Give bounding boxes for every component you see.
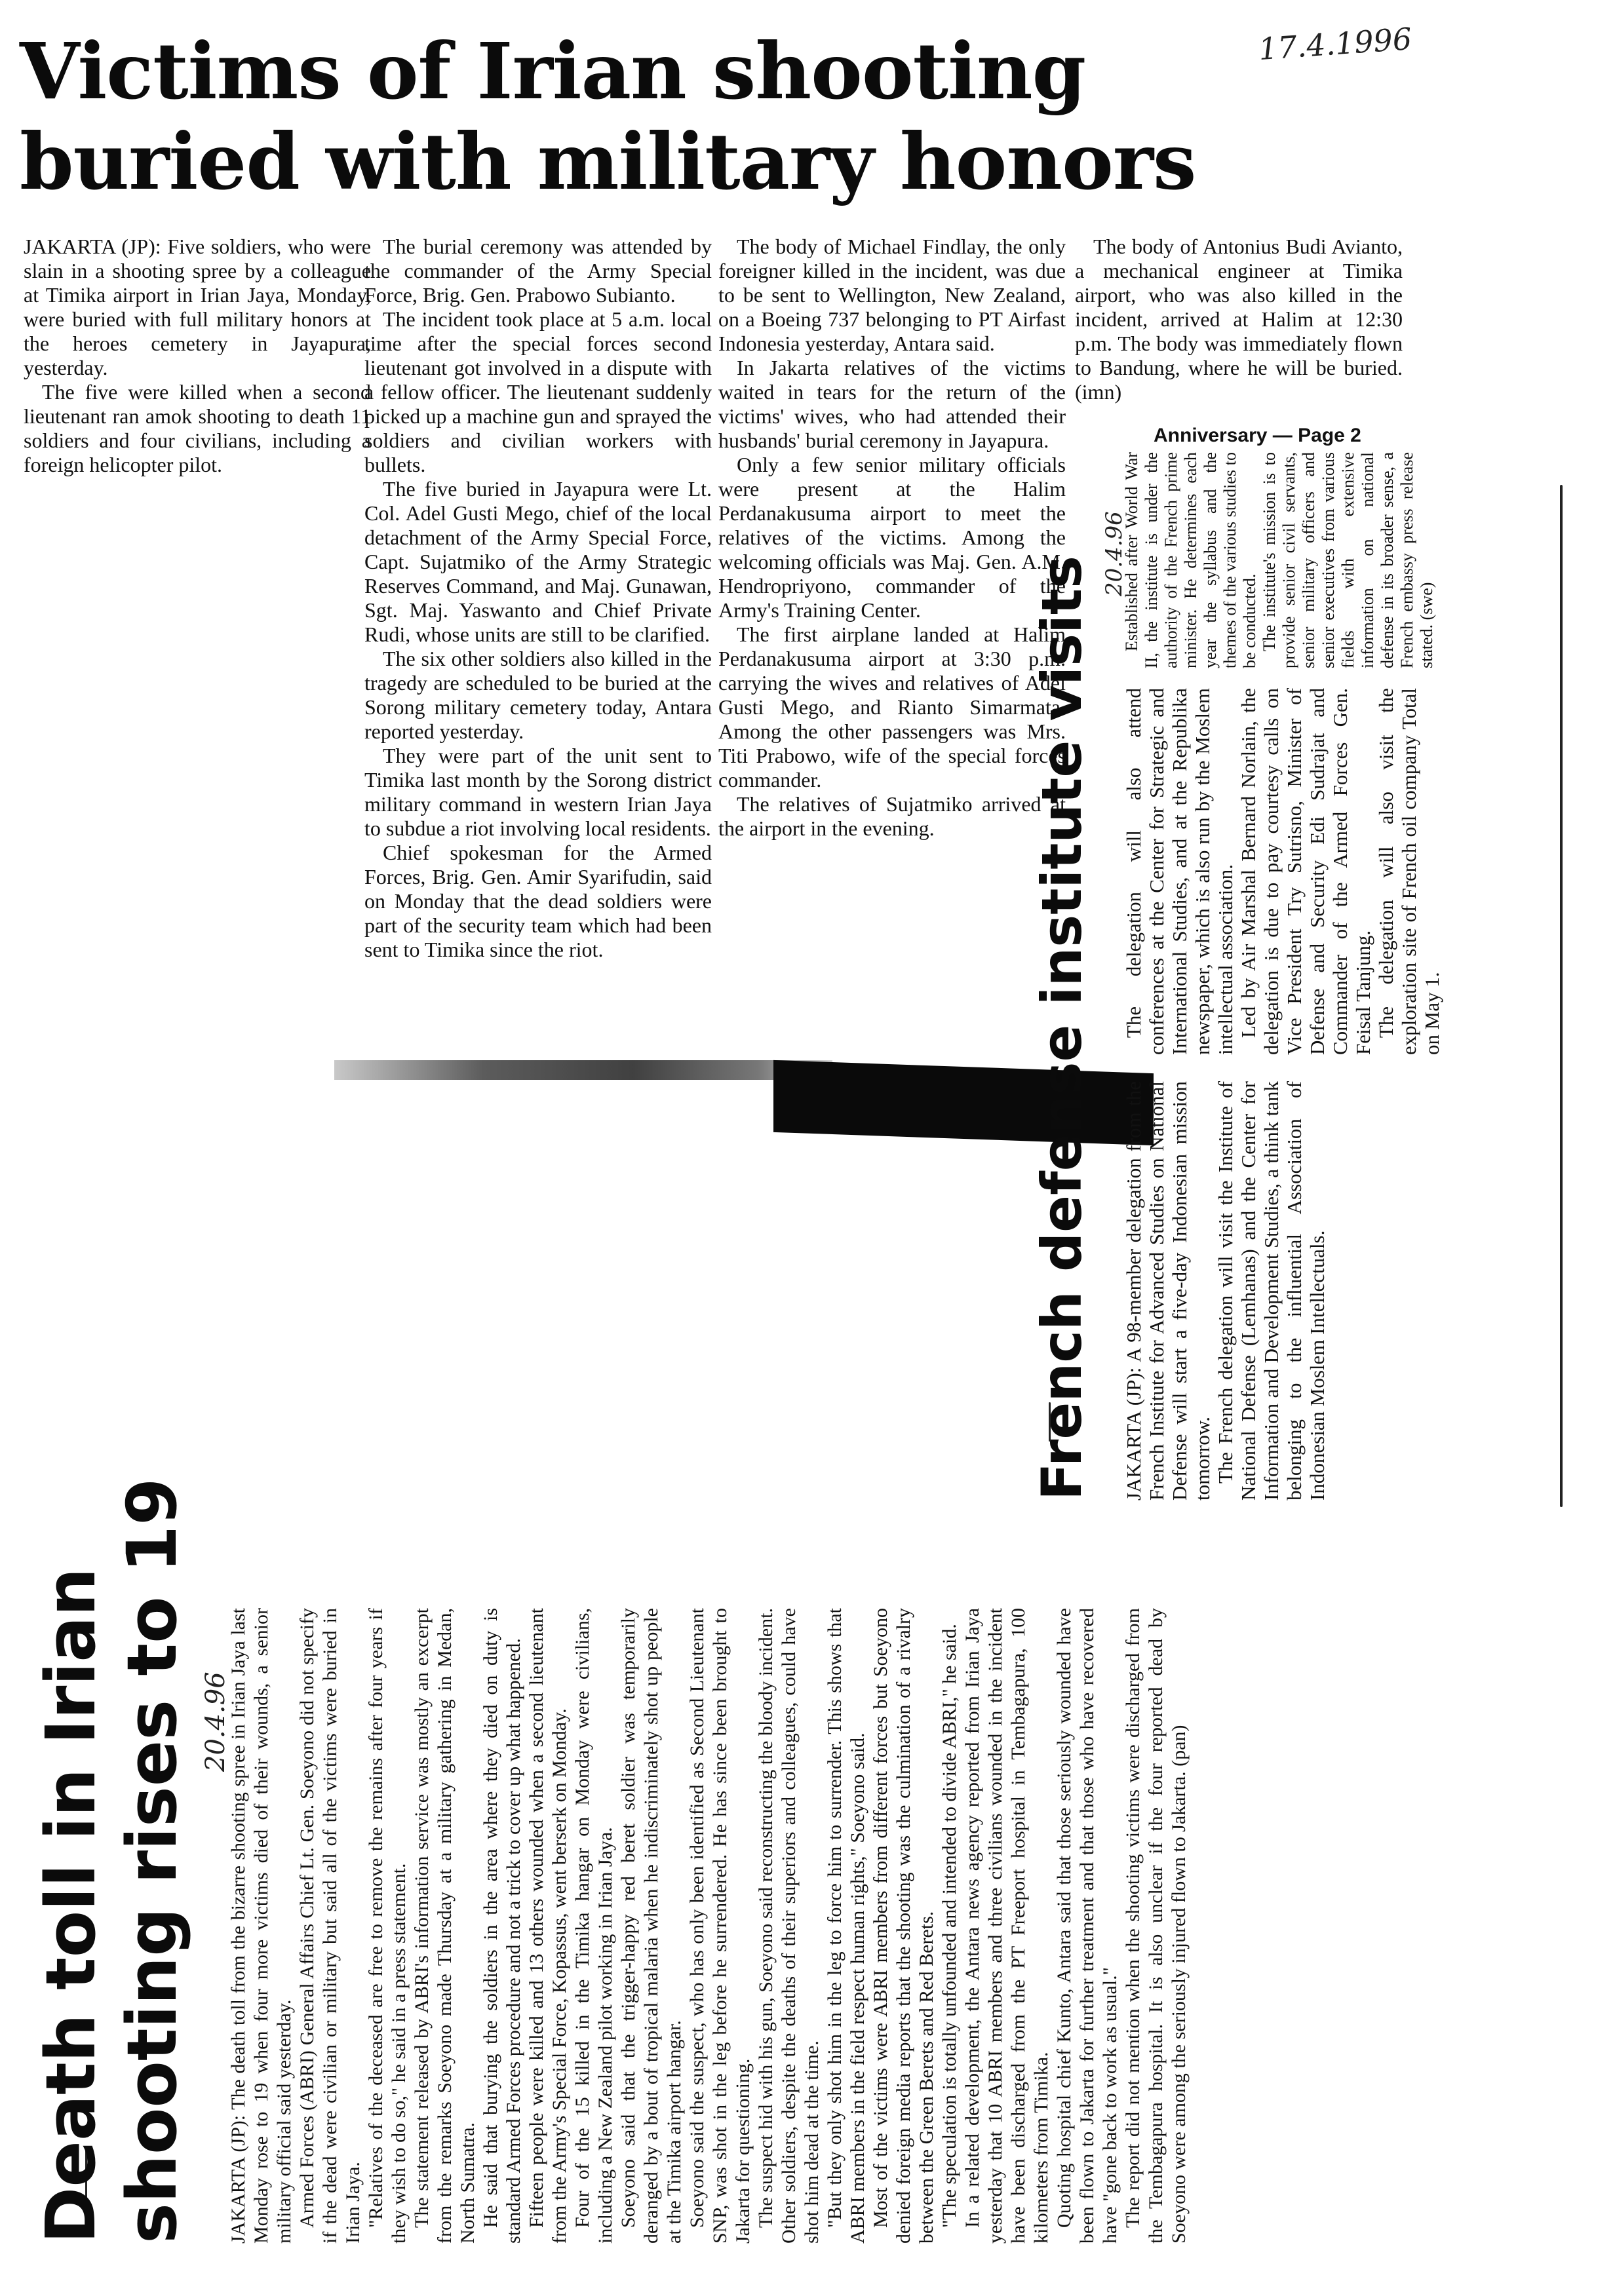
article3-paragraph: Soeyono said the suspect, who has only been identified as Second Lieutenant SNP, was shot in the leg before he surrendered. He has since been brought to Jakarta for questioning. bbox=[686, 1608, 754, 2244]
headline-death-toll bbox=[30, 1478, 193, 2244]
article3-paragraph: He said that burying the soldiers in the area where they died on duty is standard Armed Forces procedure and not a trick to cover up what happened. bbox=[480, 1608, 524, 2244]
article1-paragraph: The five were killed when a second lieutenant ran amok shooting to death 11 soldiers and four civilians, including a foreign helicopter pilot. bbox=[24, 380, 371, 476]
article2-paragraph: Led by Air Marshal Bernard Norlain, the delegation is due to pay courtesy calls on Vice President Try Sutrisno, Minister of Defense and Security Edi Sudrajat and Commander of the Armed Forces Gen. Feisal Tanjung. bbox=[1237, 688, 1374, 1055]
article2-paragraph: The French delegation will visit the Institute of National Defense (Lemhanas) and the Center for Information and Development Studies, a think tank belonging to the influential Association of Indonesian Moslem Intellectuals. bbox=[1214, 1081, 1329, 1501]
article3-paragraph: In a related development, the Antara news agency reported from Irian Jaya yesterday that 10 ABRI members and three civilians wounded in the incident have been discharged from the PT Freeport hospital in Tembagapura, 100 kilometers from Timika. bbox=[962, 1608, 1052, 2244]
article3-paragraph: The statement released by ABRI's information service was mostly an excerpt from the remarks Soeyono made Thursday at a military gathering in Medan, North Sumatra. bbox=[411, 1608, 478, 2244]
article3-paragraph: The suspect hid with his gun, Soeyono said reconstructing the bloody incident. Other soldiers, despite the deaths of their superiors and colleagues, could have shot him dead at the time. bbox=[755, 1608, 823, 2244]
article2-paragraph: JAKARTA (JP): A 98-member delegation from the French Institute for Advanced Studies on National Defense will start a five-day Indonesian mission tomorrow. bbox=[1122, 1081, 1214, 1501]
headline-line-1: Victims of Irian shooting bbox=[20, 26, 1086, 117]
article2-column-1 bbox=[1122, 1081, 1329, 1501]
article1-paragraph: The six other soldiers also killed in the tragedy are scheduled to be buried at the Sorong military cemetery today, Antara reported yesterday. bbox=[364, 647, 712, 743]
article3-paragraph: Soeyono said that the trigger-happy red beret soldier was temporarily deranged by a bout of tropical malaria when he indiscriminately shot up people at the Timika airport hangar. bbox=[617, 1608, 685, 2244]
article3-paragraph: Most of the victims were ABRI members from different forces but Soeyono denied foreign media reports that the shooting was the culmination of a rivalry between the Green Berets and Red Berets. bbox=[870, 1608, 937, 2244]
article3-column-1 bbox=[227, 1608, 1190, 2244]
article1-paragraph: They were part of the unit sent to Timika last month by the Sorong district military command in western Irian Jaya to subdue a riot involving local residents. bbox=[364, 744, 712, 840]
article1-paragraph: The burial ceremony was attended by the commander of the Army Special Force, Brig. Gen. Prabowo Subianto. bbox=[364, 235, 712, 307]
article1-paragraph: The first airplane landed at Halim Perdanakusuma airport at 3:30 p.m. carrying the wives and relatives of Adel Gusti Mego, and Rianto Simarmata. Among the other passengers was Mrs. Titi Prabowo, wife of the special forces commander. bbox=[718, 622, 1066, 792]
article3-paragraph: Quoting hospital chief Kunto, Antara said that those seriously wounded have been flown to Jakarta for further treatment and that those who have recovered have "gone back to work as usual." bbox=[1053, 1608, 1121, 2244]
article1-paragraph: The body of Antonius Budi Avianto, a mechanical engineer at Timika airport, who was also killed in the incident, arrived at Halim at 12:30 p.m. The body was immediately flown to Bandung, where he will be buried. (imn) bbox=[1075, 235, 1403, 404]
headline-line-2: buried with military honors bbox=[20, 116, 1196, 207]
pen-scratch-mark bbox=[1049, 1402, 1051, 1442]
article1-column-4 bbox=[1075, 235, 1403, 404]
headline-line-1: Death toll in Irian bbox=[31, 1567, 111, 2244]
headline-line-2: shooting rises to 19 bbox=[112, 1478, 192, 2244]
pen-scratch-mark bbox=[1560, 485, 1563, 1507]
article3-paragraph: "But they only shot him in the leg to force him to surrender. This shows that ABRI members in the field respect human rights," Soeyono said. bbox=[824, 1608, 868, 2244]
article2-column-3 bbox=[1122, 452, 1437, 668]
article1-paragraph: JAKARTA (JP): Five soldiers, who were slain in a shooting spree by a colleague at Timika airport in Irian Jaya, Monday, were buried with full military honors at the heroes cemetery in Jayapura, yesterday. bbox=[24, 235, 371, 379]
article2-paragraph: The institute's mission is to provide senior civil servants, senior military officers and senior executives from various fields with extensive information on national defense in its broader sense, a French embassy press release stated. (swe) bbox=[1260, 452, 1436, 668]
article1-paragraph: Only a few senior military officials were present at the Halim Perdanakusuma airport to meet the relatives of the victims. Among the welcoming officials was Maj. Gen. A.M. Hendropriyono, commander of the Army's Training Center. bbox=[718, 453, 1066, 622]
article3-paragraph: "The speculation is totally unfounded and intended to divide ABRI," he said. bbox=[939, 1624, 960, 2228]
jump-line: Anniversary — Page 2 bbox=[1154, 425, 1361, 446]
scan-ink-smudge bbox=[334, 1060, 832, 1080]
article3-paragraph: Armed Forces (ABRI) General Affairs Chief Lt. Gen. Soeyono did not specify if the dead were civilian or military but said all of the victims were buried in Irian Jaya. bbox=[296, 1608, 364, 2244]
article1-paragraph: The relatives of Sujatmiko arrived at the airport in the evening. bbox=[718, 792, 1066, 840]
article1-column-2 bbox=[364, 235, 712, 962]
article3-paragraph: "Relatives of the deceased are free to remove the remains after four years if they wish to do so," he said in a press statement. bbox=[365, 1608, 410, 2244]
article1-column-1 bbox=[24, 235, 371, 477]
article1-paragraph: The body of Michael Findlay, the only foreigner killed in the incident, was due to be sent to Wellington, New Zealand, on a Boeing 737 belonging to PT Airfast Indonesia yesterday, Antara said. bbox=[718, 235, 1066, 355]
article1-paragraph: The five buried in Jayapura were Lt. Col. Adel Gusti Mego, chief of the local detachment of the Army Special Force, Capt. Sujatmiko of the Army Strategic Reserves Command, and Maj. Gunawan, Sgt. Maj. Yaswanto and Chief Private Rudi, whose units are still to be clarified. bbox=[364, 477, 712, 646]
article1-paragraph: The incident took place at 5 a.m. local time after the special forces second lieutenant got involved in a dispute with a fellow officer. The lieutenant suddenly picked up a machine gun and sprayed the soldiers and civilian workers with bullets. bbox=[364, 307, 712, 476]
article1-paragraph: Chief spokesman for the Armed Forces, Brig. Gen. Amir Syarifudin, said on Monday that the dead soldiers were part of the security team which had been sent to Timika since the riot. bbox=[364, 841, 712, 961]
handwritten-date-annotation: 17.4.1996 bbox=[1257, 20, 1413, 67]
article3-paragraph: Fifteen people were killed and 13 others wounded when a second lieutenant from the Army's Special Force, Kopassus, went berserk on Monday. bbox=[526, 1608, 570, 2244]
article1-column-3 bbox=[718, 235, 1066, 841]
article3-paragraph: The report did not mention when the shooting victims were discharged from the Tembagapura hospital. It is also unclear if the four reported dead by Soeyono were among the seriously injured flown to Jakarta. (pan) bbox=[1122, 1608, 1190, 2244]
article3-paragraph: JAKARTA (JP): The death toll from the bizarre shooting spree in Irian Jaya last Monday rose to 19 when four more victims died of their wounds, a senior military official said yesterday. bbox=[227, 1608, 295, 2244]
article-death-toll bbox=[30, 1478, 1420, 2244]
handwritten-date-annotation: 20.4.96 bbox=[1101, 511, 1127, 596]
article2-paragraph: The delegation will also attend conferences at the Center for Strategic and International Studies, and at the Republika newspaper, which is also run by the Moslem intellectual association. bbox=[1122, 688, 1237, 1055]
headline-victims-buried bbox=[20, 26, 1429, 207]
article2-column-2 bbox=[1122, 688, 1443, 1055]
article2-paragraph: Established after World War II, the institute is under the authority of the French prime minister. He determines each year the syllabus and the themes of the various studies to be conducted. bbox=[1122, 452, 1259, 668]
headline-french-defense: French defense institute visits bbox=[1030, 555, 1094, 1501]
article3-paragraph: Four of the 15 killed in the Timika hangar on Monday were civilians, including a New Zealand pilot working in Irian Jaya. bbox=[572, 1608, 616, 2244]
article1-paragraph: In Jakarta relatives of the victims waited in tears for the return of the victims' wives, who had attended their husbands' burial ceremony in Jayapura. bbox=[718, 356, 1066, 452]
article2-paragraph: The delegation will also visit the exploration site of French oil company Total on May 1. bbox=[1374, 688, 1443, 1055]
article-french-defense bbox=[1030, 452, 1581, 1501]
handwritten-date-annotation: 20.4.96 bbox=[201, 1672, 231, 1772]
